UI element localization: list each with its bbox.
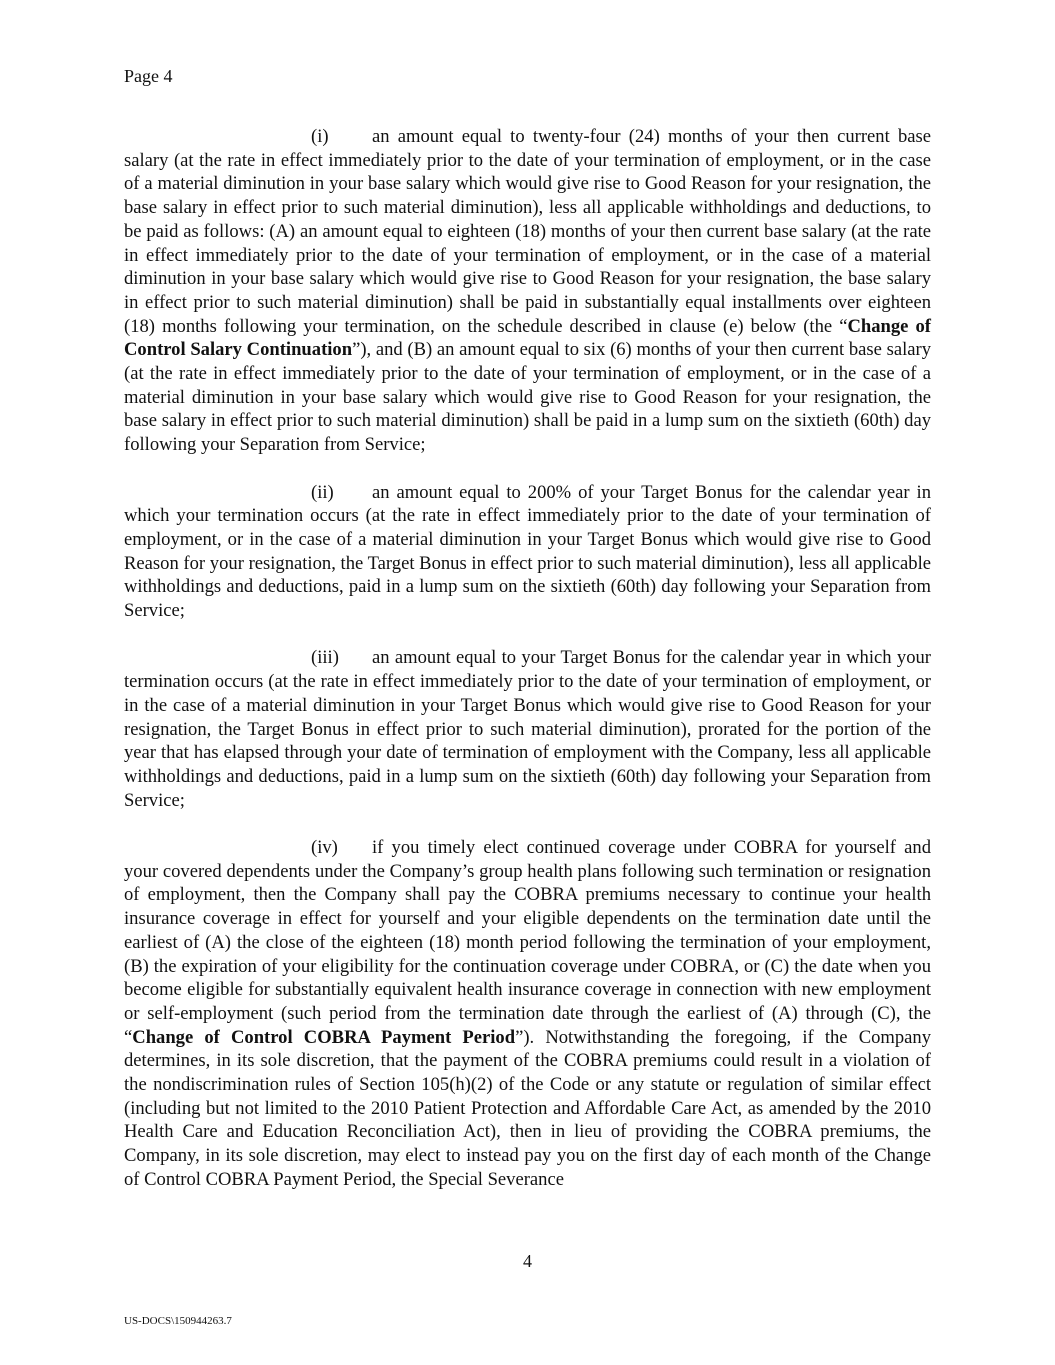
clause-text: ”). Notwithstanding the foregoing, if the Company determines, in its sole discretion, that the payment of the COBRA premiums could result in a violation of the nondiscrimination rules of Section 105(h)(2) of the Code or any statute or regulation of similar effect (including but not limited to the 2010 Patient Protection and Affordable Care Act, as amended by the 2010 Health Care and Education Reconciliation Act), then in lieu of providing the COBRA premiums, the Company, in its sole discretion, may elect to instead pay you on the first day of each month of the Change of Control COBRA Payment Period, the Special Severance [124, 1026, 932, 1190]
clause-text: an amount equal to 200% of your Target Bonus for the calendar year in which your termination occurs (at the rate in effect immediately prior to the date of your termination of employment, or in the case of a material diminution in your Target Bonus which would give rise to Good Reason for your resignation, the Target Bonus in effect prior to such material diminution), less all applicable withholdings and deductions, paid in a lump sum on the sixtieth (60th) day following your Separation from Service; [124, 481, 931, 622]
document-id: US-DOCS\150944263.7 [124, 1315, 232, 1327]
clause-iv [124, 836, 931, 1192]
document-body [124, 125, 931, 1215]
clause-ii [124, 481, 931, 623]
defined-term-cobra-payment-period: Change of Control COBRA Payment Period [132, 1026, 516, 1048]
clause-number: (iii) [311, 647, 339, 669]
clause-number: (i) [311, 126, 329, 147]
clause-number: (ii) [311, 481, 334, 503]
clause-iii [124, 646, 931, 812]
defined-term-salary-continuation: Change of Control Salary Continuation [124, 315, 932, 361]
clause-text: ”), and (B) an amount equal to six (6) months of your then current base salary (at the rate in effect immediately prior to the date of your termination of employment, or in the case of a material diminution in your base salary which would give rise to Good Reason for your resignation, the base salary in effect prior to such material diminution) shall be paid in a lump sum on the sixtieth (60th) day following your Separation from Service; [124, 339, 932, 456]
clause-text: an amount equal to twenty-four (24) months of your then current base salary (at the rate in effect immediately prior to the date of your termination of employment, or in the case of a material diminution in your base salary which would give rise to Good Reason for your resignation, the base salary in effect prior to such material diminution), less all applicable withholdings and deductions, to be paid as follows: (A) an amount equal to eighteen (18) months of your then current base salary (at the rate in effect immediately prior to the date of your termination of employment, or in the case of a material diminution in your base salary which would give rise to Good Reason for your resignation, the base salary in effect prior to such material diminution) shall be paid in substantially equal installments over eighteen (18) months following your termination, on the schedule described in clause (e) below (the “ [124, 126, 931, 337]
clause-number: (iv) [311, 837, 338, 859]
clause-i [124, 125, 931, 457]
page-header: Page 4 [124, 66, 173, 86]
clause-text: if you timely elect continued coverage under COBRA for yourself and your covered dependents under the Company’s group health plans following such termination or resignation of employment, then the Company shall pay the COBRA premiums necessary to continue your health insurance coverage in effect for yourself and your eligible dependents on the termination date until the earliest of (A) the close of the eighteen (18) month period following the termination of your employment, (B) the expiration of your eligibility for the continuation coverage under COBRA, or (C) the date when you become eligible for substantially equivalent health insurance coverage in connection with new employment or self-employment (such period from the termination date through the earliest of (A) through (C), the “ [124, 837, 931, 1048]
clause-text: an amount equal to your Target Bonus for the calendar year in which your termination occurs (at the rate in effect immediately prior to the date of your termination of employment, or in the case of a material diminution in your Target Bonus which would give rise to Good Reason for your resignation, the Target Bonus in effect prior to such material diminution), prorated for the portion of the year that has elapsed through your date of termination of employment with the Company, less all applicable withholdings and deductions, paid in a lump sum on the sixtieth (60th) day following your Separation from Service; [124, 647, 931, 811]
page-number: 4 [523, 1251, 532, 1271]
